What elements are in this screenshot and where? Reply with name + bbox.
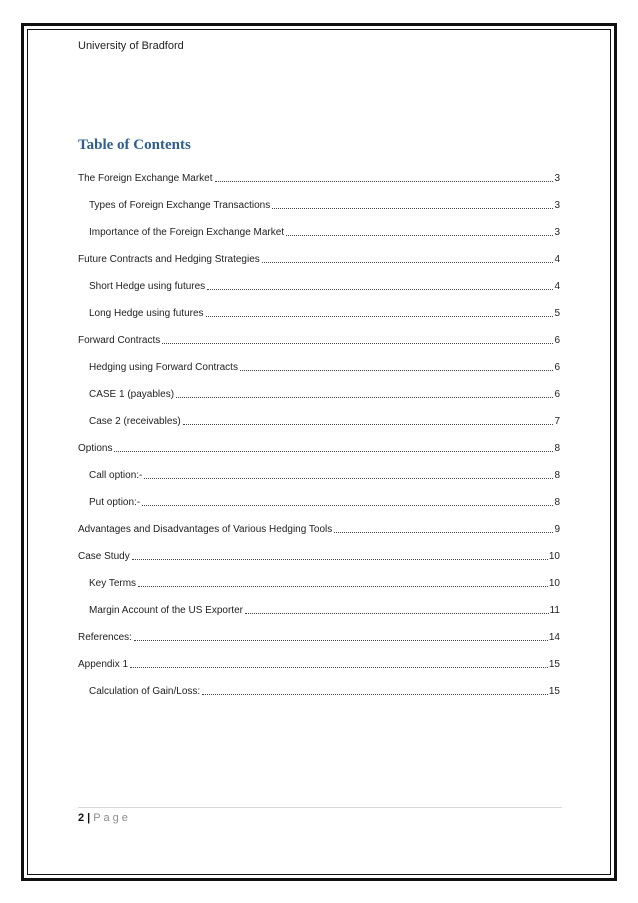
footer-divider: [78, 807, 562, 808]
footer-separator: |: [87, 812, 91, 824]
toc-entry-title: Importance of the Foreign Exchange Market: [89, 227, 285, 238]
toc-entry-title: Case Study: [78, 551, 130, 562]
toc-entry-page: 14: [548, 632, 560, 643]
toc-entry-title: Margin Account of the US Exporter: [89, 605, 243, 616]
toc-entry-title: CASE 1 (payables): [89, 389, 175, 400]
toc-entry-title: Short Hedge using futures: [89, 281, 206, 292]
toc-entry[interactable]: [78, 462, 560, 489]
toc-entry[interactable]: [78, 246, 560, 273]
toc-entry-page: 3: [554, 173, 560, 184]
toc-title: Table of Contents: [78, 137, 191, 153]
toc-entry[interactable]: [78, 678, 560, 705]
toc-leader-dots: [272, 198, 553, 209]
toc-entry-page: 9: [554, 524, 560, 535]
toc-entry-page: 11: [549, 605, 560, 616]
toc-entry-page: 4: [554, 254, 560, 265]
toc-leader-dots: [176, 387, 553, 398]
toc-entry-page: 10: [548, 578, 560, 589]
toc-entry[interactable]: [78, 273, 560, 300]
toc-entry-page: 3: [554, 227, 560, 238]
toc-entry[interactable]: [78, 192, 560, 219]
toc-entry-page: 6: [554, 335, 560, 346]
toc-entry-title: The Foreign Exchange Market: [78, 173, 213, 184]
toc-entry-page: 3: [554, 200, 560, 211]
toc-entry[interactable]: [78, 597, 560, 624]
toc-entry-title: Forward Contracts: [78, 335, 161, 346]
toc-entry-page: 4: [554, 281, 560, 292]
toc-entry[interactable]: [78, 651, 560, 678]
toc-entry[interactable]: [78, 489, 560, 516]
toc-entry[interactable]: [78, 165, 560, 192]
toc-entry-title: Call option:-: [89, 470, 143, 481]
toc-leader-dots: [286, 225, 553, 236]
toc-leader-dots: [183, 414, 554, 425]
toc-entry[interactable]: [78, 408, 560, 435]
toc-leader-dots: [262, 252, 554, 263]
toc-entry-title: Appendix 1: [78, 659, 129, 670]
toc-entry[interactable]: [78, 300, 560, 327]
toc-entry-title: Advantages and Disadvantages of Various Hedging Tools: [78, 524, 333, 535]
toc-entry-page: 8: [554, 470, 560, 481]
toc-entry-title: References:: [78, 632, 132, 643]
toc-entry-title: Future Contracts and Hedging Strategies: [78, 254, 260, 265]
page-label: Page: [93, 812, 131, 824]
page-number: 2: [78, 812, 85, 824]
toc-leader-dots: [240, 360, 553, 371]
toc-entry-title: Key Terms: [89, 578, 137, 589]
toc-entry-page: 10: [548, 551, 560, 562]
toc-entry[interactable]: [78, 219, 560, 246]
toc-leader-dots: [130, 657, 548, 668]
toc-entry-page: 15: [548, 659, 560, 670]
toc-entry-page: 6: [554, 389, 560, 400]
toc-leader-dots: [215, 171, 554, 182]
toc-leader-dots: [206, 306, 554, 317]
toc-entry[interactable]: [78, 624, 560, 651]
toc-entry[interactable]: [78, 516, 560, 543]
toc-entry[interactable]: [78, 354, 560, 381]
toc-leader-dots: [132, 549, 548, 560]
toc-leader-dots: [202, 684, 548, 695]
toc-entry-title: Types of Foreign Exchange Transactions: [89, 200, 271, 211]
toc-entry-title: Case 2 (receivables): [89, 416, 181, 427]
toc-leader-dots: [134, 630, 548, 641]
table-of-contents: [78, 165, 560, 705]
toc-leader-dots: [162, 333, 553, 344]
toc-entry[interactable]: [78, 543, 560, 570]
page-footer: [78, 812, 131, 824]
toc-leader-dots: [245, 603, 549, 614]
running-header: University of Bradford: [78, 40, 184, 52]
toc-leader-dots: [138, 576, 548, 587]
toc-entry-page: 15: [548, 686, 560, 697]
toc-entry-title: Put option:-: [89, 497, 141, 508]
toc-leader-dots: [114, 441, 553, 452]
toc-entry-page: 5: [554, 308, 560, 319]
toc-entry[interactable]: [78, 327, 560, 354]
toc-leader-dots: [207, 279, 553, 290]
toc-leader-dots: [144, 468, 553, 479]
toc-entry[interactable]: [78, 381, 560, 408]
toc-entry-page: 7: [554, 416, 560, 427]
toc-leader-dots: [334, 522, 553, 533]
toc-leader-dots: [142, 495, 553, 506]
toc-entry-page: 6: [554, 362, 560, 373]
toc-entry-title: Hedging using Forward Contracts: [89, 362, 238, 373]
toc-entry-page: 8: [554, 443, 560, 454]
toc-entry-title: Long Hedge using futures: [89, 308, 204, 319]
toc-entry[interactable]: [78, 570, 560, 597]
toc-entry-page: 8: [554, 497, 560, 508]
toc-entry-title: Calculation of Gain/Loss:: [89, 686, 201, 697]
toc-entry[interactable]: [78, 435, 560, 462]
toc-entry-title: Options: [78, 443, 113, 454]
